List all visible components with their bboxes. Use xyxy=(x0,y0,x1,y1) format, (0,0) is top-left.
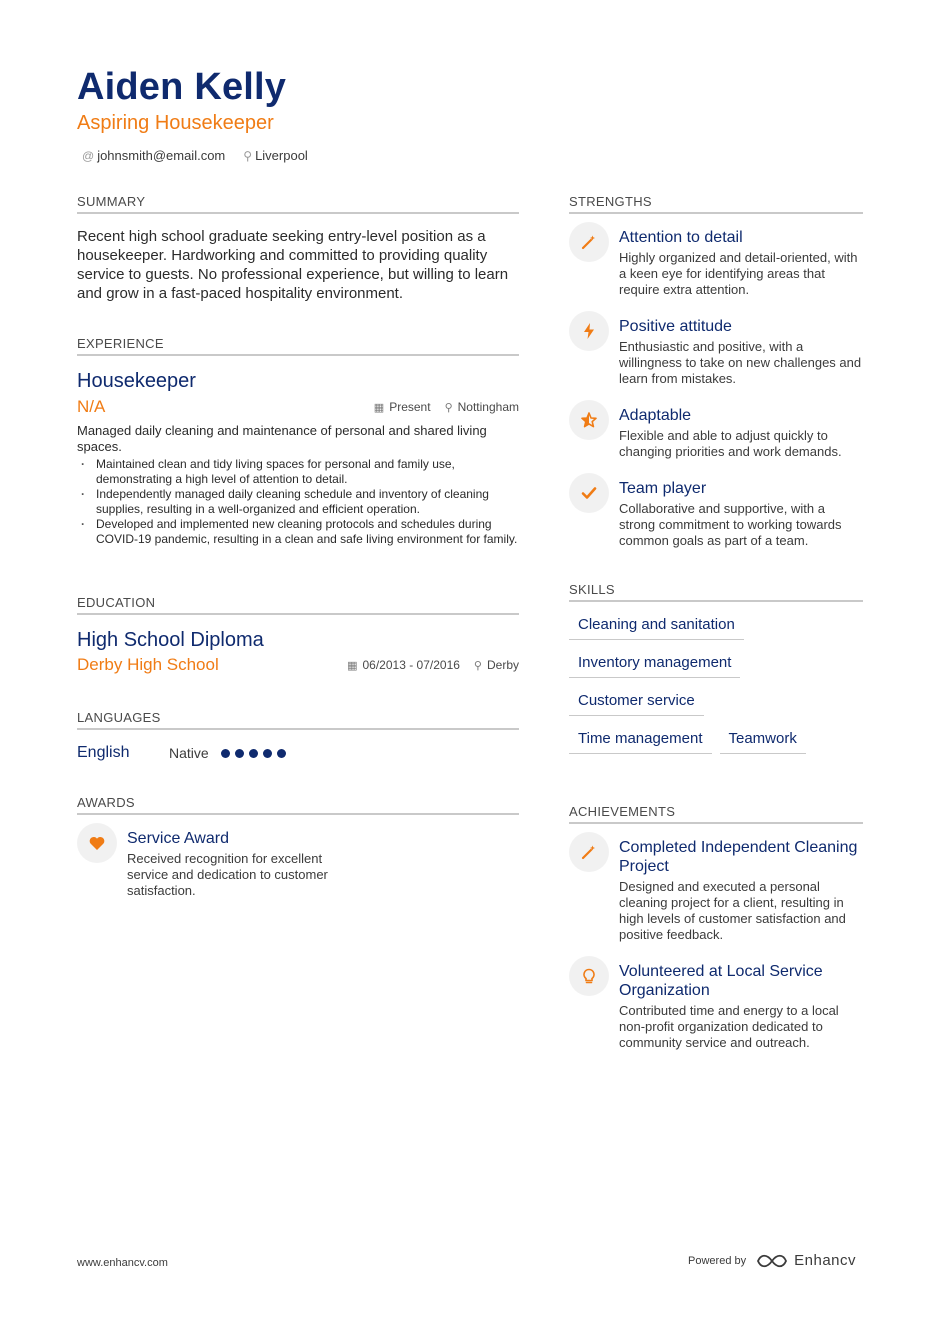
job-location xyxy=(445,400,519,414)
checkmark-icon xyxy=(569,473,609,513)
job-bullet: · Developed and implemented new cleaning protocols and schedules during COVID-19 pandemic, resulting in a clean and safe living environment for family. xyxy=(77,517,519,547)
contact-email[interactable] xyxy=(82,148,225,163)
lightbulb-icon xyxy=(569,956,609,996)
section-title-summary: SUMMARY xyxy=(77,194,519,214)
job-description: Managed daily cleaning and maintenance of personal and shared living spaces. xyxy=(77,423,487,454)
magic-wand-icon xyxy=(569,222,609,262)
proficiency-dot xyxy=(221,749,230,758)
job-meta xyxy=(374,400,519,414)
education-meta-row xyxy=(77,655,519,675)
calendar-icon: ▦ xyxy=(373,402,385,414)
experience-section xyxy=(77,336,519,547)
education-location xyxy=(474,658,519,672)
proficiency-dot xyxy=(263,749,272,758)
achievement-item xyxy=(569,962,863,1051)
brand-name: Enhancv xyxy=(794,1252,856,1269)
heart-icon xyxy=(77,823,117,863)
candidate-name: Aiden Kelly xyxy=(77,66,287,108)
strength-item xyxy=(569,228,863,298)
achievement-title: Volunteered at Local Service Organization xyxy=(619,963,823,999)
languages-section xyxy=(77,710,519,762)
language-row xyxy=(77,744,519,762)
strengths-section xyxy=(569,194,863,549)
achievement-description: Designed and executed a personal cleaning project for a client, resulting in high levels of customer satisfaction and positive feedback. xyxy=(619,879,846,942)
job-date xyxy=(374,400,431,414)
contact-row xyxy=(82,148,308,163)
summary-section xyxy=(77,194,519,303)
enhancv-logo-icon xyxy=(756,1253,788,1269)
achievement-description: Contributed time and energy to a local non-profit organization dedicated to community service and outreach. xyxy=(619,1003,839,1050)
strength-title: Attention to detail xyxy=(619,229,743,246)
job-bullet: · Maintained clean and tidy living spaces for personal and family use, demonstrating a high level of attention to detail. xyxy=(77,457,519,487)
achievement-item xyxy=(569,838,863,943)
strength-description: Flexible and able to adjust quickly to changing priorities and work demands. xyxy=(619,428,842,459)
skill-tag: Time management xyxy=(569,730,712,754)
education-location-text: Derby xyxy=(486,658,519,672)
job-bullets xyxy=(77,457,519,547)
proficiency-dot xyxy=(235,749,244,758)
education-school: Derby High School xyxy=(77,655,219,674)
skills-list xyxy=(569,616,863,754)
awards-section xyxy=(77,795,519,899)
strength-description: Highly organized and detail-oriented, with a keen eye for identifying areas that require extra attention. xyxy=(619,250,858,297)
proficiency-dot xyxy=(277,749,286,758)
section-title-skills: SKILLS xyxy=(569,582,863,602)
achievements-section xyxy=(569,804,863,1051)
job-company: N/A xyxy=(77,397,106,416)
strength-title: Adaptable xyxy=(619,407,692,424)
email-text: johnsmith@email.com xyxy=(97,148,226,163)
skill-tag: Customer service xyxy=(569,692,704,716)
strength-description: Enthusiastic and positive, with a willingness to take on new challenges and learn from mistakes. xyxy=(619,339,862,386)
skill-tag: Teamwork xyxy=(720,730,806,754)
award-description: Received recognition for excellent service and dedication to customer satisfaction. xyxy=(127,851,328,898)
location-pin-icon: ⚲ xyxy=(243,149,253,163)
skills-section xyxy=(569,582,863,768)
job-location-text: Nottingham xyxy=(457,400,519,414)
footer-branding xyxy=(688,1252,856,1269)
job-title: Housekeeper xyxy=(77,370,196,392)
proficiency-dot xyxy=(249,749,258,758)
star-half-icon xyxy=(569,400,609,440)
education-section xyxy=(77,595,519,675)
award-title: Service Award xyxy=(127,830,229,847)
calendar-icon: ▦ xyxy=(347,660,358,672)
award-item xyxy=(77,829,337,899)
achievement-title: Completed Independent Cleaning Project xyxy=(619,839,858,875)
enhancv-logo[interactable] xyxy=(756,1252,856,1269)
location-pin-icon: ⚲ xyxy=(444,402,453,414)
strength-item xyxy=(569,317,863,387)
language-name: English xyxy=(77,744,130,761)
language-level: Native xyxy=(169,745,209,761)
skill-tag: Cleaning and sanitation xyxy=(569,616,744,640)
skill-tag: Inventory management xyxy=(569,654,740,678)
strength-item xyxy=(569,479,863,549)
section-title-strengths: STRENGTHS xyxy=(569,194,863,214)
section-title-awards: AWARDS xyxy=(77,795,519,815)
education-degree: High School Diploma xyxy=(77,629,264,651)
lightning-icon xyxy=(569,311,609,351)
strength-item xyxy=(569,406,863,460)
job-meta-row xyxy=(77,397,519,417)
strength-title: Positive attitude xyxy=(619,318,732,335)
section-title-achievements: ACHIEVEMENTS xyxy=(569,804,863,824)
education-date xyxy=(347,658,460,672)
section-title-languages: LANGUAGES xyxy=(77,710,519,730)
section-title-education: EDUCATION xyxy=(77,595,519,615)
contact-location xyxy=(243,148,308,163)
candidate-role: Aspiring Housekeeper xyxy=(77,112,274,134)
location-text: Liverpool xyxy=(255,148,308,163)
strength-title: Team player xyxy=(619,480,707,497)
education-meta xyxy=(347,658,519,672)
education-date-text: 06/2013 - 07/2016 xyxy=(362,658,460,672)
powered-by-text: Powered by xyxy=(688,1254,747,1267)
job-date-text: Present xyxy=(389,400,431,414)
at-icon: @ xyxy=(82,149,95,163)
section-title-experience: EXPERIENCE xyxy=(77,336,519,356)
footer-website[interactable]: www.enhancv.com xyxy=(77,1257,168,1269)
summary-text: Recent high school graduate seeking entry-level position as a housekeeper. Hardworking and committed to providing quality service to guests. No professional experience, but willing to learn and grow in a fast-paced hospitality environment. xyxy=(77,228,509,302)
magic-wand-icon xyxy=(569,832,609,872)
language-proficiency-dots xyxy=(221,749,286,758)
strength-description: Collaborative and supportive, with a strong commitment to working towards common goals as part of a team. xyxy=(619,501,842,548)
location-pin-icon: ⚲ xyxy=(473,660,482,672)
job-bullet: · Independently managed daily cleaning schedule and inventory of cleaning supplies, resulting in a well-organized and efficient operation. xyxy=(77,487,519,517)
